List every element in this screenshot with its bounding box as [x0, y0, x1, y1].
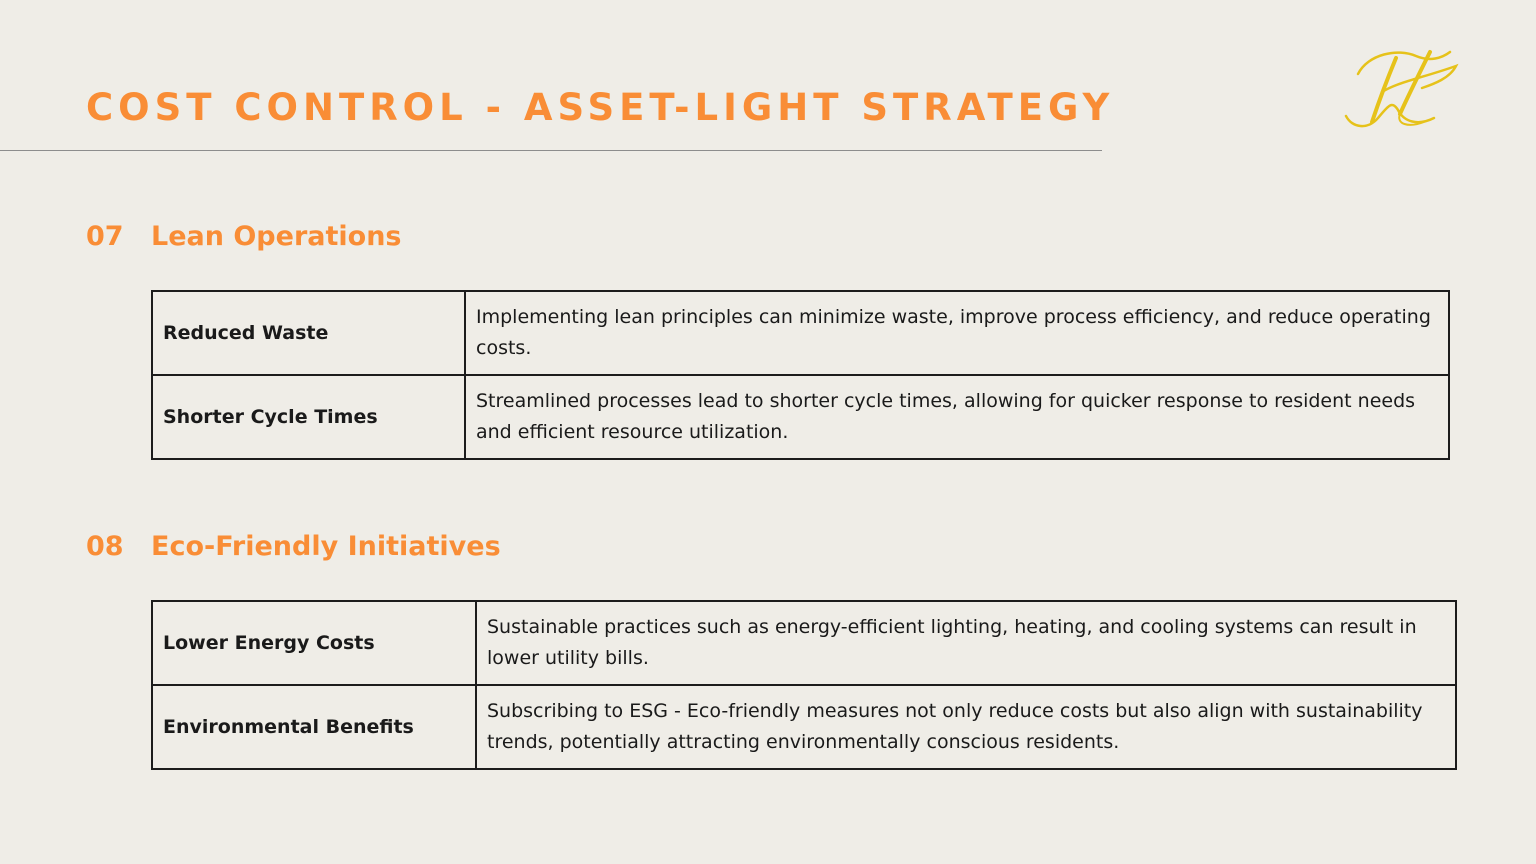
- section-number: 07: [86, 221, 124, 252]
- lean-operations-table: [151, 290, 1450, 460]
- table-row: [152, 291, 1449, 375]
- row-value: Subscribing to ESG - Eco-friendly measures not only reduce costs but also align with sustainability trends, potentially attracting environmentally conscious residents.: [476, 685, 1456, 769]
- row-value: Streamlined processes lead to shorter cycle times, allowing for quicker response to resident needs and efficient resource utilization.: [465, 375, 1449, 459]
- section-title: Eco-Friendly Initiatives: [151, 531, 501, 562]
- row-key: Environmental Benefits: [152, 685, 476, 769]
- title-divider: [0, 150, 1102, 151]
- eco-friendly-initiatives-table: [151, 600, 1457, 770]
- row-value: Sustainable practices such as energy-efficient lighting, heating, and cooling systems can result in lower utility bills.: [476, 601, 1456, 685]
- page-title: COST CONTROL - ASSET-LIGHT STRATEGY: [86, 86, 1115, 129]
- row-key: Reduced Waste: [152, 291, 465, 375]
- section-number: 08: [86, 531, 124, 562]
- table-row: [152, 601, 1456, 685]
- row-value: Implementing lean principles can minimize waste, improve process efficiency, and reduce operating costs.: [465, 291, 1449, 375]
- section-heading-eco-friendly-initiatives: [86, 529, 501, 565]
- section-heading-lean-operations: [86, 219, 402, 255]
- table-row: [152, 685, 1456, 769]
- hl-monogram-logo: [1338, 44, 1468, 130]
- table-row: [152, 375, 1449, 459]
- section-title: Lean Operations: [151, 221, 402, 252]
- row-key: Shorter Cycle Times: [152, 375, 465, 459]
- row-key: Lower Energy Costs: [152, 601, 476, 685]
